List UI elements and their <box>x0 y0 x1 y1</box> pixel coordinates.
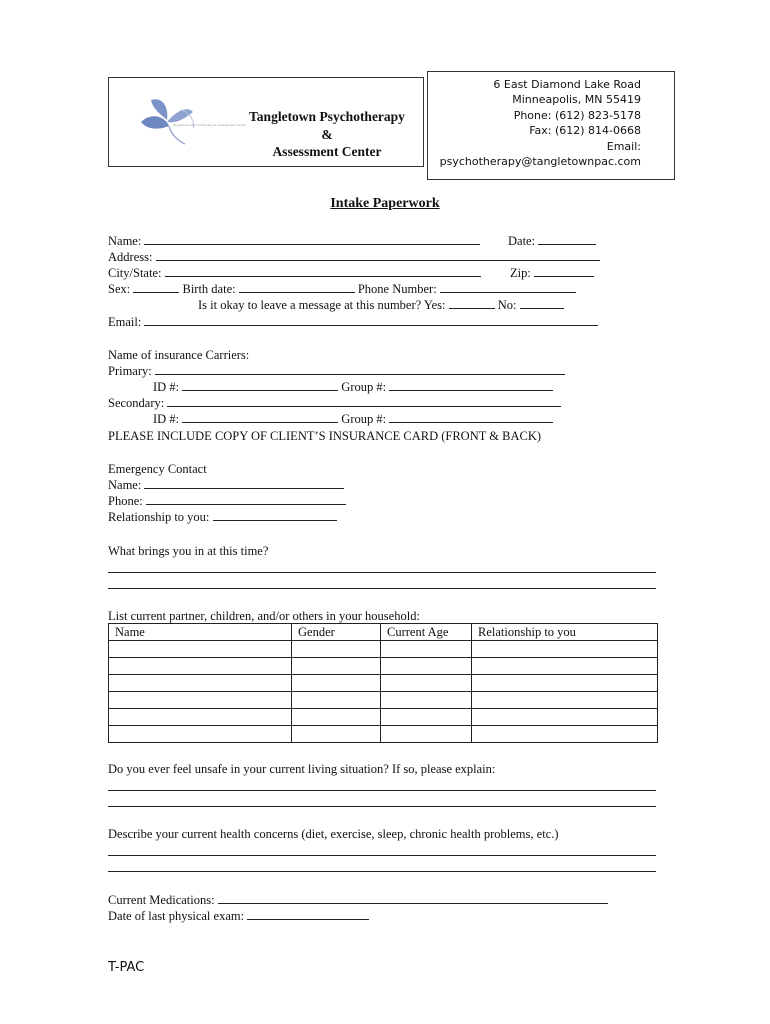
address-email: psychotherapy@tangletownpac.com <box>439 155 641 169</box>
primary-label: Primary: <box>108 364 152 378</box>
table-cell[interactable] <box>109 641 292 658</box>
medications-row <box>108 892 608 908</box>
brings-answer-line-2[interactable] <box>108 588 656 589</box>
emergency-relationship-row <box>108 509 337 525</box>
primary-group-label: Group #: <box>341 380 387 394</box>
primary-id-label: ID #: <box>153 380 180 394</box>
footer-label: T-PAC <box>108 960 145 975</box>
col-current-age: Current Age <box>381 624 472 641</box>
table-cell[interactable] <box>381 658 472 675</box>
physical-row <box>108 908 369 924</box>
emergency-name-label: Name: <box>108 478 142 492</box>
table-cell[interactable] <box>292 675 381 692</box>
brings-question: What brings you in at this time? <box>108 544 269 558</box>
table-cell[interactable] <box>472 709 658 726</box>
address-street: 6 East Diamond Lake Road <box>493 78 641 91</box>
header-box <box>108 77 424 167</box>
zip-row <box>510 265 594 281</box>
message-no-label: No: <box>497 298 517 312</box>
emergency-phone-label: Phone: <box>108 494 143 508</box>
table-cell[interactable] <box>381 641 472 658</box>
emergency-name-field[interactable] <box>144 477 344 489</box>
col-name: Name <box>109 624 292 641</box>
message-question: Is it okay to leave a message at this number? Yes: <box>198 298 446 312</box>
table-row <box>109 726 658 743</box>
unsafe-question: Do you ever feel unsafe in your current living situation? If so, please explain: <box>108 762 496 776</box>
medications-field[interactable] <box>218 892 608 904</box>
secondary-row <box>108 395 561 411</box>
secondary-field[interactable] <box>167 395 561 407</box>
emergency-phone-row <box>108 493 346 509</box>
table-row <box>109 692 658 709</box>
address-city: Minneapolis, MN 55419 <box>512 93 641 107</box>
secondary-id-label: ID #: <box>153 412 180 426</box>
message-row <box>198 297 564 313</box>
table-cell[interactable] <box>381 692 472 709</box>
center-name-line2: & <box>321 126 333 142</box>
table-cell[interactable] <box>381 709 472 726</box>
table-cell[interactable] <box>292 726 381 743</box>
city-state-row <box>108 265 481 281</box>
health-answer-line-2[interactable] <box>108 871 656 872</box>
brings-answer-line-1[interactable] <box>108 572 656 573</box>
name-field[interactable] <box>144 233 480 245</box>
email-label: Email: <box>108 315 142 329</box>
household-question: List current partner, children, and/or others in your household: <box>108 609 420 623</box>
health-answer-line-1[interactable] <box>108 855 656 856</box>
col-relationship: Relationship to you <box>472 624 658 641</box>
table-cell[interactable] <box>292 658 381 675</box>
unsafe-answer-line-2[interactable] <box>108 806 656 807</box>
table-row <box>109 675 658 692</box>
date-row <box>508 233 596 249</box>
secondary-label: Secondary: <box>108 396 165 410</box>
table-cell[interactable] <box>109 709 292 726</box>
sex-field[interactable] <box>133 281 179 293</box>
address-label: Address: <box>108 250 153 264</box>
date-field[interactable] <box>538 233 596 245</box>
table-cell[interactable] <box>292 692 381 709</box>
city-state-field[interactable] <box>165 265 481 277</box>
table-cell[interactable] <box>109 658 292 675</box>
table-cell[interactable] <box>472 675 658 692</box>
table-row <box>109 641 658 658</box>
address-field[interactable] <box>156 249 600 261</box>
physical-label: Date of last physical exam: <box>108 909 245 923</box>
zip-field[interactable] <box>534 265 594 277</box>
message-no-field[interactable] <box>520 297 564 309</box>
primary-id-row <box>153 379 553 395</box>
secondary-id-row <box>153 411 553 427</box>
primary-group-field[interactable] <box>389 379 553 391</box>
primary-row <box>108 363 565 379</box>
col-gender: Gender <box>292 624 381 641</box>
household-table <box>108 623 658 743</box>
address-email-label: Email: <box>606 139 641 153</box>
table-row <box>109 709 658 726</box>
address-fax: Fax: (612) 814-0668 <box>529 124 641 138</box>
birth-date-field[interactable] <box>239 281 355 293</box>
table-cell[interactable] <box>472 726 658 743</box>
table-cell[interactable] <box>292 641 381 658</box>
insurance-heading: Name of insurance Carriers: <box>108 348 250 362</box>
emergency-relationship-field[interactable] <box>213 509 337 521</box>
emergency-relationship-label: Relationship to you: <box>108 510 210 524</box>
email-row <box>108 314 598 330</box>
city-state-label: City/State: <box>108 266 162 280</box>
logo-text: Tangletown Psychotherapy & Assessment Center <box>173 123 247 127</box>
name-row <box>108 233 480 249</box>
table-cell[interactable] <box>109 726 292 743</box>
household-table-header <box>109 624 658 641</box>
center-name-line3: Assessment Center <box>272 144 382 159</box>
emergency-name-row <box>108 477 344 493</box>
emergency-heading: Emergency Contact <box>108 462 207 476</box>
primary-id-field[interactable] <box>182 379 338 391</box>
message-yes-field[interactable] <box>449 297 495 309</box>
sex-row <box>108 281 576 297</box>
address-row <box>108 249 600 265</box>
table-row <box>109 658 658 675</box>
physical-field[interactable] <box>247 908 369 920</box>
secondary-id-field[interactable] <box>182 411 338 423</box>
table-cell[interactable] <box>109 692 292 709</box>
date-label: Date: <box>508 234 536 248</box>
sex-label: Sex: <box>108 282 131 296</box>
name-label: Name: <box>108 234 142 248</box>
email-field[interactable] <box>144 314 598 326</box>
phone-number-label: Phone Number: <box>357 282 437 296</box>
table-cell[interactable] <box>381 726 472 743</box>
secondary-group-label: Group #: <box>341 412 387 426</box>
table-cell[interactable] <box>381 675 472 692</box>
table-cell[interactable] <box>292 709 381 726</box>
secondary-group-field[interactable] <box>389 411 553 423</box>
insurance-notice: PLEASE INCLUDE COPY OF CLIENT’S INSURANCE CARD (FRONT & BACK) <box>108 429 542 443</box>
center-name <box>229 108 425 161</box>
birth-date-label: Birth date: <box>182 282 236 296</box>
emergency-phone-field[interactable] <box>146 493 346 505</box>
table-cell[interactable] <box>109 675 292 692</box>
medications-label: Current Medications: <box>108 893 215 907</box>
page-title: Intake Paperwork <box>330 196 440 211</box>
center-name-line1: Tangletown Psychotherapy <box>249 109 405 124</box>
table-cell[interactable] <box>472 641 658 658</box>
logo <box>123 86 247 156</box>
zip-label: Zip: <box>510 266 531 280</box>
phone-number-field[interactable] <box>440 281 576 293</box>
table-cell[interactable] <box>472 658 658 675</box>
address-phone: Phone: (612) 823-5178 <box>513 108 641 122</box>
unsafe-answer-line-1[interactable] <box>108 790 656 791</box>
table-cell[interactable] <box>472 692 658 709</box>
health-question: Describe your current health concerns (diet, exercise, sleep, chronic health problems, etc.) <box>108 827 559 841</box>
address-box <box>427 71 675 180</box>
primary-field[interactable] <box>155 363 565 375</box>
